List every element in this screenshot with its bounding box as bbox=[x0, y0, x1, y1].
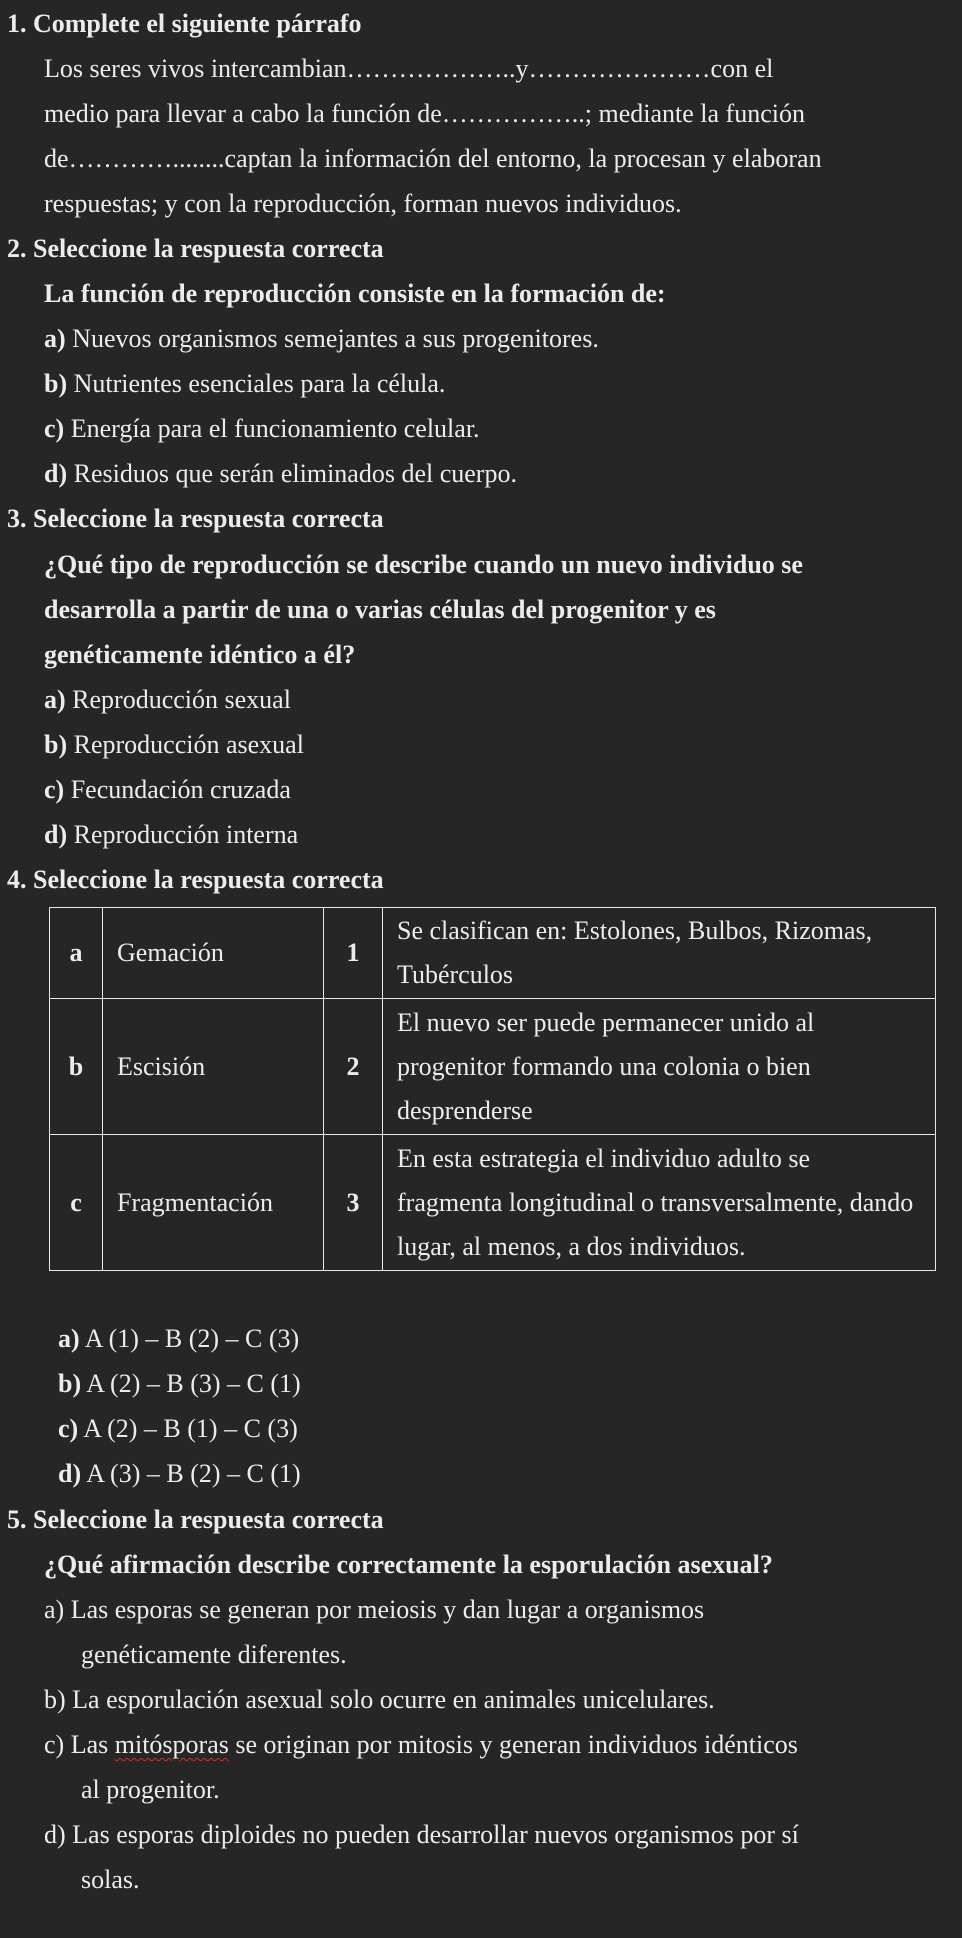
option-text: Residuos que serán eliminados del cuerpo. bbox=[67, 459, 517, 488]
q5-title: 5. Seleccione la respuesta correcta bbox=[7, 1505, 384, 1534]
q3-option-a bbox=[44, 683, 291, 717]
row-name: Escisión bbox=[103, 999, 324, 1135]
option-label: a) bbox=[44, 324, 66, 353]
option-text: A (2) – B (1) – C (3) bbox=[78, 1414, 298, 1443]
q5-option-b: b) La esporulación asexual solo ocurre en animales unicelulares. bbox=[44, 1685, 715, 1714]
q5-option-c-continued: al progenitor. bbox=[81, 1775, 220, 1804]
option-text: Nutrientes esenciales para la célula. bbox=[67, 369, 446, 398]
row-letter: c bbox=[50, 1135, 103, 1271]
row-number: 1 bbox=[324, 908, 383, 999]
q5-option-a: a) Las esporas se generan por meiosis y dan lugar a organismos bbox=[44, 1595, 705, 1624]
q2-option-b bbox=[44, 367, 445, 401]
row-description: El nuevo ser puede permanecer unido al progenitor formando una colonia o bien desprenderse bbox=[383, 999, 936, 1135]
option-text: Nuevos organismos semejantes a sus progenitores. bbox=[65, 324, 599, 353]
matching-table bbox=[49, 907, 936, 1271]
option-label: c) bbox=[58, 1414, 79, 1443]
q4-option-d bbox=[58, 1457, 301, 1491]
q3-option-d bbox=[44, 818, 298, 852]
q5-option-d-continued: solas. bbox=[81, 1865, 140, 1894]
option-label: c) bbox=[44, 775, 65, 804]
option-label: a) bbox=[44, 685, 66, 714]
option-text: Reproducción sexual bbox=[65, 685, 291, 714]
q4-option-a bbox=[58, 1322, 299, 1356]
q1-text-line: medio para llevar a cabo la función de……………..; mediante la función bbox=[44, 99, 805, 128]
option-text: Reproducción asexual bbox=[67, 730, 304, 759]
q1-text-line: Los seres vivos intercambian………………..y…………………con el bbox=[44, 54, 774, 83]
q4-option-c bbox=[58, 1412, 298, 1446]
row-letter: a bbox=[50, 908, 103, 999]
q2-option-d bbox=[44, 457, 517, 491]
option-text: Energía para el funcionamiento celular. bbox=[64, 414, 480, 443]
q5-option-a-continued: genéticamente diferentes. bbox=[81, 1640, 347, 1669]
q5-question: ¿Qué afirmación describe correctamente la esporulación asexual? bbox=[44, 1550, 773, 1579]
q1-text-line: respuestas; y con la reproducción, forman nuevos individuos. bbox=[44, 189, 682, 218]
option-text: Fecundación cruzada bbox=[64, 775, 291, 804]
option-label: b) bbox=[58, 1369, 82, 1398]
q3-question-line: ¿Qué tipo de reproducción se describe cuando un nuevo individuo se bbox=[44, 550, 803, 579]
option-label: b) bbox=[44, 730, 68, 759]
option-text: A (1) – B (2) – C (3) bbox=[79, 1324, 300, 1353]
option-text: c) Las bbox=[44, 1730, 115, 1759]
option-text: A (2) – B (3) – C (1) bbox=[81, 1369, 301, 1398]
row-number: 2 bbox=[324, 999, 383, 1135]
q3-option-b bbox=[44, 728, 304, 762]
spellcheck-flagged-word: mitósporas bbox=[114, 1730, 229, 1759]
q3-question-line: desarrolla a partir de una o varias células del progenitor y es bbox=[44, 595, 716, 624]
option-label: d) bbox=[58, 1459, 82, 1488]
q1-text-line: de…………........captan la información del entorno, la procesan y elaboran bbox=[44, 144, 822, 173]
row-description: En esta estrategia el individuo adulto se fragmenta longitudinal o transversalmente, dando lugar, al menos, a dos individuos. bbox=[383, 1135, 936, 1271]
row-number: 3 bbox=[324, 1135, 383, 1271]
q2-option-c bbox=[44, 412, 480, 446]
q5-option-d: d) Las esporas diploides no pueden desarrollar nuevos organismos por sí bbox=[44, 1820, 799, 1849]
q2-option-a bbox=[44, 322, 599, 356]
option-label: a) bbox=[58, 1324, 80, 1353]
q3-question-line: genéticamente idéntico a él? bbox=[44, 640, 356, 669]
option-text: A (3) – B (2) – C (1) bbox=[81, 1459, 301, 1488]
q2-title: 2. Seleccione la respuesta correcta bbox=[7, 234, 384, 263]
q2-question: La función de reproducción consiste en la formación de: bbox=[44, 279, 666, 308]
option-label: d) bbox=[44, 820, 68, 849]
row-description: Se clasifican en: Estolones, Bulbos, Rizomas, Tubérculos bbox=[383, 908, 936, 999]
option-text: Reproducción interna bbox=[67, 820, 299, 849]
row-letter: b bbox=[50, 999, 103, 1135]
q3-title: 3. Seleccione la respuesta correcta bbox=[7, 504, 384, 533]
row-name: Fragmentación bbox=[103, 1135, 324, 1271]
option-label: b) bbox=[44, 369, 68, 398]
q4-option-b bbox=[58, 1367, 301, 1401]
q5-option-c bbox=[44, 1728, 798, 1762]
option-label: d) bbox=[44, 459, 68, 488]
table-row bbox=[50, 1135, 936, 1271]
row-name: Gemación bbox=[103, 908, 324, 999]
q1-title: 1. Complete el siguiente párrafo bbox=[7, 9, 362, 38]
option-label: c) bbox=[44, 414, 65, 443]
table-row bbox=[50, 999, 936, 1135]
table-row bbox=[50, 908, 936, 999]
q3-option-c bbox=[44, 773, 291, 807]
option-text: se originan por mitosis y generan individuos idénticos bbox=[228, 1730, 798, 1759]
q4-title: 4. Seleccione la respuesta correcta bbox=[7, 865, 384, 894]
